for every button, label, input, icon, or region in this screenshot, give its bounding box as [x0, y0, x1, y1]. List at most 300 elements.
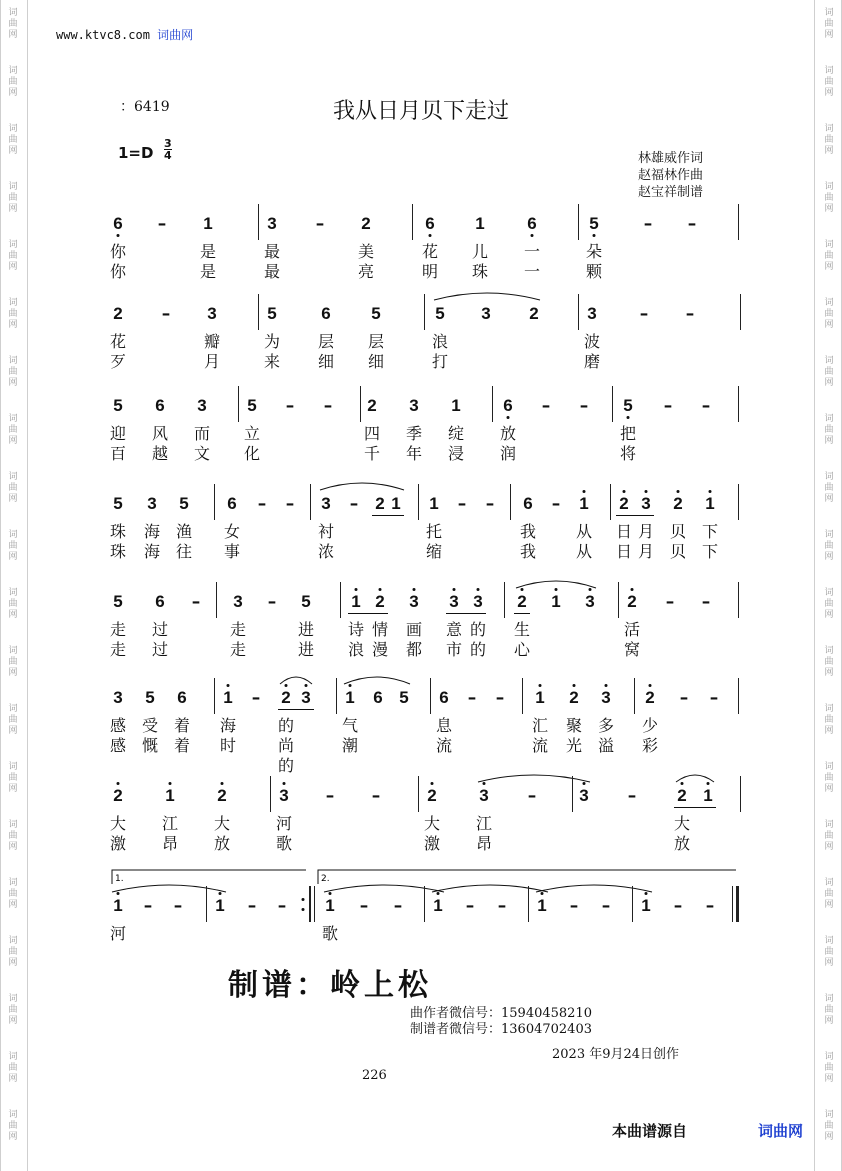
duration-dash: – — [251, 688, 261, 708]
watermark-text: 词 曲 网 — [824, 820, 834, 852]
slur — [280, 677, 312, 684]
lyric-verse-2: 一 — [523, 262, 541, 281]
octave-dot-high — [605, 684, 608, 687]
note: 3 — [197, 396, 207, 415]
duration-dash: – — [191, 592, 201, 612]
arranger-credit: 赵宝祥制谱 — [638, 185, 704, 200]
lyric-verse-1: 诗 — [347, 620, 365, 639]
note: 2 — [375, 592, 385, 611]
site-name: 词曲网 — [157, 28, 194, 42]
note: 3 — [473, 592, 483, 611]
lyric-verse-2: 最 — [263, 262, 281, 281]
note: 2 — [517, 592, 527, 611]
octave-dot-high — [285, 684, 288, 687]
note: 5 — [399, 688, 409, 707]
watermark-text: 词 曲 网 — [8, 472, 18, 504]
lyric-verse-2: 浓 — [317, 542, 335, 561]
repeat-end-bar — [314, 886, 315, 922]
beat-underline — [514, 613, 530, 614]
duration-dash: – — [467, 688, 477, 708]
note: 2 — [569, 688, 579, 707]
watermark-text: 词 曲 网 — [824, 704, 834, 736]
bar-line — [522, 678, 523, 714]
watermark-text: 词 曲 网 — [824, 762, 834, 794]
note: 2 — [673, 494, 683, 513]
bar-line — [336, 678, 337, 714]
note: 5 — [435, 304, 445, 323]
slur — [434, 293, 540, 300]
slur — [516, 581, 596, 588]
note: 1 — [223, 688, 233, 707]
lyric-verse-2: 海 — [143, 542, 161, 561]
note: 2 — [677, 786, 687, 805]
slur — [112, 885, 226, 892]
lyric-verse-1: 绽 — [447, 424, 465, 443]
volta-bracket — [318, 870, 736, 884]
duration-dash: – — [495, 688, 505, 708]
lyric-verse-2: 越 — [151, 444, 169, 463]
octave-dot-high — [305, 684, 308, 687]
lyric-verse-2: 润 — [499, 444, 517, 463]
lyric-verse-1: 江 — [161, 814, 179, 833]
note: 6 — [439, 688, 449, 707]
note: 6 — [321, 304, 331, 323]
duration-dash: – — [359, 896, 369, 916]
repeat-dot — [302, 908, 305, 911]
lyric-verse-2: 月 — [203, 352, 221, 371]
source-site: 词曲网 — [758, 1122, 804, 1140]
lyric-verse-1: 活 — [623, 620, 641, 639]
watermark-text: 词 曲 网 — [8, 124, 18, 156]
watermark-text: 词 曲 网 — [8, 240, 18, 272]
watermark-text: 词 曲 网 — [8, 1110, 18, 1142]
bar-line — [740, 776, 741, 812]
watermark-text: 词 曲 网 — [8, 588, 18, 620]
lyric-verse-2: 下 — [701, 542, 719, 561]
note: 1 — [429, 494, 439, 513]
note: 2 — [529, 304, 539, 323]
lyric-verse-2: 都 — [405, 640, 423, 659]
bar-line — [418, 776, 419, 812]
watermark-text: 词 曲 网 — [8, 530, 18, 562]
lyric-verse-2: 激 — [423, 834, 441, 853]
duration-dash: – — [665, 592, 675, 612]
lyric-verse-1: 儿 — [471, 242, 489, 261]
bar-line — [578, 204, 579, 240]
lyric-verse-1: 月 — [637, 522, 655, 541]
lyric-verse-1: 风 — [151, 424, 169, 443]
lyric-verse-2: 亮 — [357, 262, 375, 281]
lyric-verse-1: 走 — [109, 620, 127, 639]
slur — [478, 775, 590, 782]
lyric-verse-2: 月 — [637, 542, 655, 561]
lyric-verse-1: 气 — [341, 716, 359, 735]
note: 1 — [345, 688, 355, 707]
lyric-verse-1: 波 — [583, 332, 601, 351]
duration-dash: – — [579, 396, 589, 416]
note: 1 — [165, 786, 175, 805]
signature: 制谱：岭上松 — [228, 968, 432, 1003]
watermark-text: 词 曲 网 — [8, 356, 18, 388]
lyric-verse-1: 日 — [615, 522, 633, 541]
lyric-verse-1: 迎 — [109, 424, 127, 443]
watermark-text: 词 曲 网 — [8, 8, 18, 40]
octave-dot-high — [573, 684, 576, 687]
duration-dash: – — [371, 786, 381, 806]
note: 1 — [113, 896, 123, 915]
watermark-text: 词 曲 网 — [824, 530, 834, 562]
duration-dash: – — [285, 494, 295, 514]
lyric-verse-1: 的 — [469, 620, 487, 639]
slur — [320, 483, 404, 490]
composer-credit: 赵福林作曲 — [638, 168, 704, 183]
watermark-text: 词 曲 网 — [8, 1052, 18, 1084]
lyric-verse-2: 百 — [109, 444, 127, 463]
watermark-text: 词 曲 网 — [8, 820, 18, 852]
octave-dot-high — [227, 684, 230, 687]
note: 5 — [301, 592, 311, 611]
lyric-verse-2: 来 — [263, 352, 281, 371]
lyric-verse-2: 昂 — [475, 834, 493, 853]
note: 5 — [113, 396, 123, 415]
slur — [676, 775, 714, 782]
watermark-text: 词 曲 网 — [8, 66, 18, 98]
note: 6 — [373, 688, 383, 707]
note: 3 — [579, 786, 589, 805]
arranger-wechat: 制谱者微信号：13604702403 — [410, 1022, 592, 1037]
lyric-verse-1: 四 — [363, 424, 381, 443]
lyric-verse-2: 浪 — [347, 640, 365, 659]
lyric-verse-1: 珠 — [109, 522, 127, 541]
duration-dash: – — [541, 396, 551, 416]
lyric-verse-2: 磨 — [583, 352, 601, 371]
lyric-verse-1: 走 — [229, 620, 247, 639]
lyric-verse-2: 浸 — [447, 444, 465, 463]
octave-dot-high — [677, 490, 680, 493]
lyric-verse-2: 从 — [575, 542, 593, 561]
duration-dash: – — [639, 304, 649, 324]
lyric-verse-2: 昂 — [161, 834, 179, 853]
octave-dot-low — [507, 416, 510, 419]
watermark-text: 词 曲 网 — [824, 8, 834, 40]
lyric-verse-2: 走 — [229, 640, 247, 659]
lyric-verse-2: 的 — [469, 640, 487, 659]
watermark-text: 词 曲 网 — [824, 1110, 834, 1142]
note: 6 — [113, 214, 123, 233]
duration-dash: – — [485, 494, 495, 514]
bar-line — [310, 484, 311, 520]
final-bar — [736, 886, 739, 922]
octave-dot-high — [117, 892, 120, 895]
bar-line — [738, 678, 739, 714]
lyric-verse-1: 贝 — [669, 522, 687, 541]
octave-dot-high — [453, 588, 456, 591]
lyric-verse-2: 打 — [431, 352, 449, 371]
octave-dot-high — [283, 782, 286, 785]
lyric-verse-1: 进 — [297, 620, 315, 639]
note: 1 — [391, 494, 401, 513]
octave-dot-low — [429, 234, 432, 237]
note: 5 — [267, 304, 277, 323]
duration-dash: – — [551, 494, 561, 514]
note: 5 — [589, 214, 599, 233]
lyric-verse-1: 河 — [109, 924, 127, 943]
lyric-verse-1: 季 — [405, 424, 423, 443]
lyric-verse-2: 我 — [519, 542, 537, 561]
note: 3 — [587, 304, 597, 323]
note: 5 — [247, 396, 257, 415]
bar-line — [430, 678, 431, 714]
lyric-verse-2: 贝 — [669, 542, 687, 561]
bar-line — [492, 386, 493, 422]
slur — [324, 885, 444, 892]
note: 1 — [215, 896, 225, 915]
duration-dash: – — [161, 304, 171, 324]
note: 2 — [645, 688, 655, 707]
note: 3 — [207, 304, 217, 323]
beat-underline — [372, 515, 404, 516]
duration-dash: – — [315, 214, 325, 234]
lyric-verse-1: 托 — [425, 522, 443, 541]
duration-dash: – — [457, 494, 467, 514]
bar-line — [738, 386, 739, 422]
note: 1 — [451, 396, 461, 415]
note: 2 — [113, 304, 123, 323]
octave-dot-high — [555, 588, 558, 591]
note: 3 — [479, 786, 489, 805]
note: 6 — [155, 396, 165, 415]
lyric-verse-1: 的 — [277, 716, 295, 735]
note: 1 — [433, 896, 443, 915]
octave-dot-high — [645, 490, 648, 493]
lyric-verse-2: 市 — [445, 640, 463, 659]
lyric-verse-2: 流 — [531, 736, 549, 755]
note: 2 — [217, 786, 227, 805]
bar-line — [632, 886, 633, 922]
octave-dot-low — [593, 234, 596, 237]
key-signature: 1=D — [118, 144, 154, 162]
creation-date: 2023 年9月24日创作 — [552, 1047, 680, 1062]
watermark-text: 词 曲 网 — [824, 878, 834, 910]
lyric-verse-1: 你 — [109, 242, 127, 261]
note: 2 — [361, 214, 371, 233]
bar-line — [216, 582, 217, 618]
lyric-verse-1: 多 — [597, 716, 615, 735]
lyric-verse-2: 走 — [109, 640, 127, 659]
watermark-text: 词 曲 网 — [824, 66, 834, 98]
page-number: 226 — [362, 1068, 387, 1083]
duration-dash: – — [173, 896, 183, 916]
duration-dash: – — [393, 896, 403, 916]
note: 5 — [113, 494, 123, 513]
note: 6 — [227, 494, 237, 513]
lyric-verse-2: 缩 — [425, 542, 443, 561]
lyric-verse-2: 日 — [615, 542, 633, 561]
volta-bracket — [112, 870, 306, 884]
lyric-verse-2: 过 — [151, 640, 169, 659]
lyricist-credit: 林雄威作词 — [638, 151, 704, 166]
note: 2 — [367, 396, 377, 415]
bar-line — [360, 386, 361, 422]
meter-top: 3 — [164, 137, 172, 150]
bar-line — [634, 678, 635, 714]
watermark-text: 词 曲 网 — [824, 298, 834, 330]
octave-dot-high — [583, 782, 586, 785]
note: 1 — [203, 214, 213, 233]
lyric-verse-1: 从 — [575, 522, 593, 541]
note: 2 — [619, 494, 629, 513]
note: 1 — [351, 592, 361, 611]
duration-dash: – — [701, 396, 711, 416]
duration-dash: – — [687, 214, 697, 234]
note: 3 — [113, 688, 123, 707]
lyric-verse-1: 河 — [275, 814, 293, 833]
watermark-text: 词 曲 网 — [8, 878, 18, 910]
meter-bottom: 4 — [164, 149, 172, 162]
lyric-verse-1: 汇 — [531, 716, 549, 735]
lyric-verse-2: 珠 — [109, 542, 127, 561]
note: 1 — [537, 896, 547, 915]
octave-dot-high — [709, 490, 712, 493]
watermark-text: 词 曲 网 — [824, 356, 834, 388]
lyric-verse-1: 是 — [199, 242, 217, 261]
lyric-verse-1: 海 — [219, 716, 237, 735]
lyric-verse-1: 感 — [109, 716, 127, 735]
bar-line — [258, 204, 259, 240]
watermark-text: 词 曲 网 — [8, 182, 18, 214]
duration-dash: – — [349, 494, 359, 514]
note: 1 — [703, 786, 713, 805]
lyric-verse-2: 漫 — [371, 640, 389, 659]
octave-dot-high — [681, 782, 684, 785]
volta-label: 2. — [321, 874, 330, 884]
contact-info — [410, 1006, 592, 1038]
lyric-verse-2: 细 — [317, 352, 335, 371]
watermark-text: 词 曲 网 — [824, 240, 834, 272]
lyric-verse-1: 生 — [513, 620, 531, 639]
duration-dash: – — [569, 896, 579, 916]
final-bar — [732, 886, 733, 922]
lyric-verse-1: 江 — [475, 814, 493, 833]
octave-dot-low — [627, 416, 630, 419]
lyric-verse-2: 溢 — [597, 736, 615, 755]
duration-dash: – — [601, 896, 611, 916]
bar-line — [738, 204, 739, 240]
bar-line — [510, 484, 511, 520]
lyric-verse-1: 受 — [141, 716, 159, 735]
lyric-verse-2: 进 — [297, 640, 315, 659]
lyric-verse-1: 衬 — [317, 522, 335, 541]
note: 5 — [145, 688, 155, 707]
lyric-verse-1: 一 — [523, 242, 541, 261]
octave-dot-high — [623, 490, 626, 493]
bar-line — [610, 484, 611, 520]
duration-dash: – — [705, 896, 715, 916]
note: 5 — [371, 304, 381, 323]
lyric-verse-1: 大 — [109, 814, 127, 833]
beat-underline — [674, 807, 716, 808]
lyric-verse-1: 朵 — [585, 242, 603, 261]
repeat-dot — [302, 898, 305, 901]
note: 3 — [481, 304, 491, 323]
bar-line — [214, 484, 215, 520]
lyric-verse-2: 放 — [213, 834, 231, 853]
lyric-verse-2: 千 — [363, 444, 381, 463]
duration-dash: – — [285, 396, 295, 416]
lyric-verse-2: 化 — [243, 444, 261, 463]
lyric-verse-2: 时 — [219, 736, 237, 755]
watermark-text: 词 曲 网 — [824, 1052, 834, 1084]
watermark-text: 词 曲 网 — [824, 472, 834, 504]
bar-line — [238, 386, 239, 422]
volta-label: 1. — [115, 874, 124, 884]
lyric-verse-2: 往 — [175, 542, 193, 561]
watermark-text: 词 曲 网 — [824, 124, 834, 156]
octave-dot-high — [541, 892, 544, 895]
note: 5 — [179, 494, 189, 513]
duration-dash: – — [673, 896, 683, 916]
lyric-verse-2: 将 — [619, 444, 637, 463]
time-signature — [164, 138, 172, 161]
note: 1 — [535, 688, 545, 707]
bar-line — [214, 678, 215, 714]
duration-dash: – — [465, 896, 475, 916]
note: 3 — [147, 494, 157, 513]
octave-dot-high — [521, 588, 524, 591]
lyric-verse-2: 年 — [405, 444, 423, 463]
beat-underline — [348, 613, 388, 614]
duration-dash: – — [627, 786, 637, 806]
duration-dash: – — [679, 688, 689, 708]
note: 2 — [113, 786, 123, 805]
note: 5 — [623, 396, 633, 415]
duration-dash: – — [663, 396, 673, 416]
lyric-verse-2: 潮 — [341, 736, 359, 755]
bar-line — [424, 886, 425, 922]
lyric-verse-2: 颗 — [585, 262, 603, 281]
site-url-header — [56, 26, 193, 43]
watermark-text: 词 曲 网 — [8, 646, 18, 678]
lyric-verse-2: 流 — [435, 736, 453, 755]
lyric-verse-1: 女 — [223, 522, 241, 541]
lyric-verse-1: 下 — [701, 522, 719, 541]
lyric-verse-2: 是 — [199, 262, 217, 281]
lyric-verse-1: 而 — [193, 424, 211, 443]
lyric-verse-2: 慨 — [141, 736, 159, 755]
octave-dot-high — [707, 782, 710, 785]
duration-dash: – — [247, 896, 257, 916]
note: 3 — [449, 592, 459, 611]
note: 2 — [627, 592, 637, 611]
duration-dash: – — [157, 214, 167, 234]
duration-dash: – — [323, 396, 333, 416]
note: 6 — [425, 214, 435, 233]
watermark-text: 词 曲 网 — [824, 994, 834, 1026]
lyric-verse-1: 聚 — [565, 716, 583, 735]
octave-dot-high — [431, 782, 434, 785]
watermark-text: 词 曲 网 — [8, 414, 18, 446]
duration-dash: – — [685, 304, 695, 324]
lyric-verse-1: 我 — [519, 522, 537, 541]
note: 2 — [375, 494, 385, 513]
note: 1 — [325, 896, 335, 915]
watermark-text: 词 曲 网 — [8, 936, 18, 968]
note: 2 — [427, 786, 437, 805]
score-number: ：6419 — [120, 99, 170, 115]
bar-line — [270, 776, 271, 812]
watermark-text: 词 曲 网 — [824, 936, 834, 968]
lyric-verse-1: 息 — [435, 716, 453, 735]
